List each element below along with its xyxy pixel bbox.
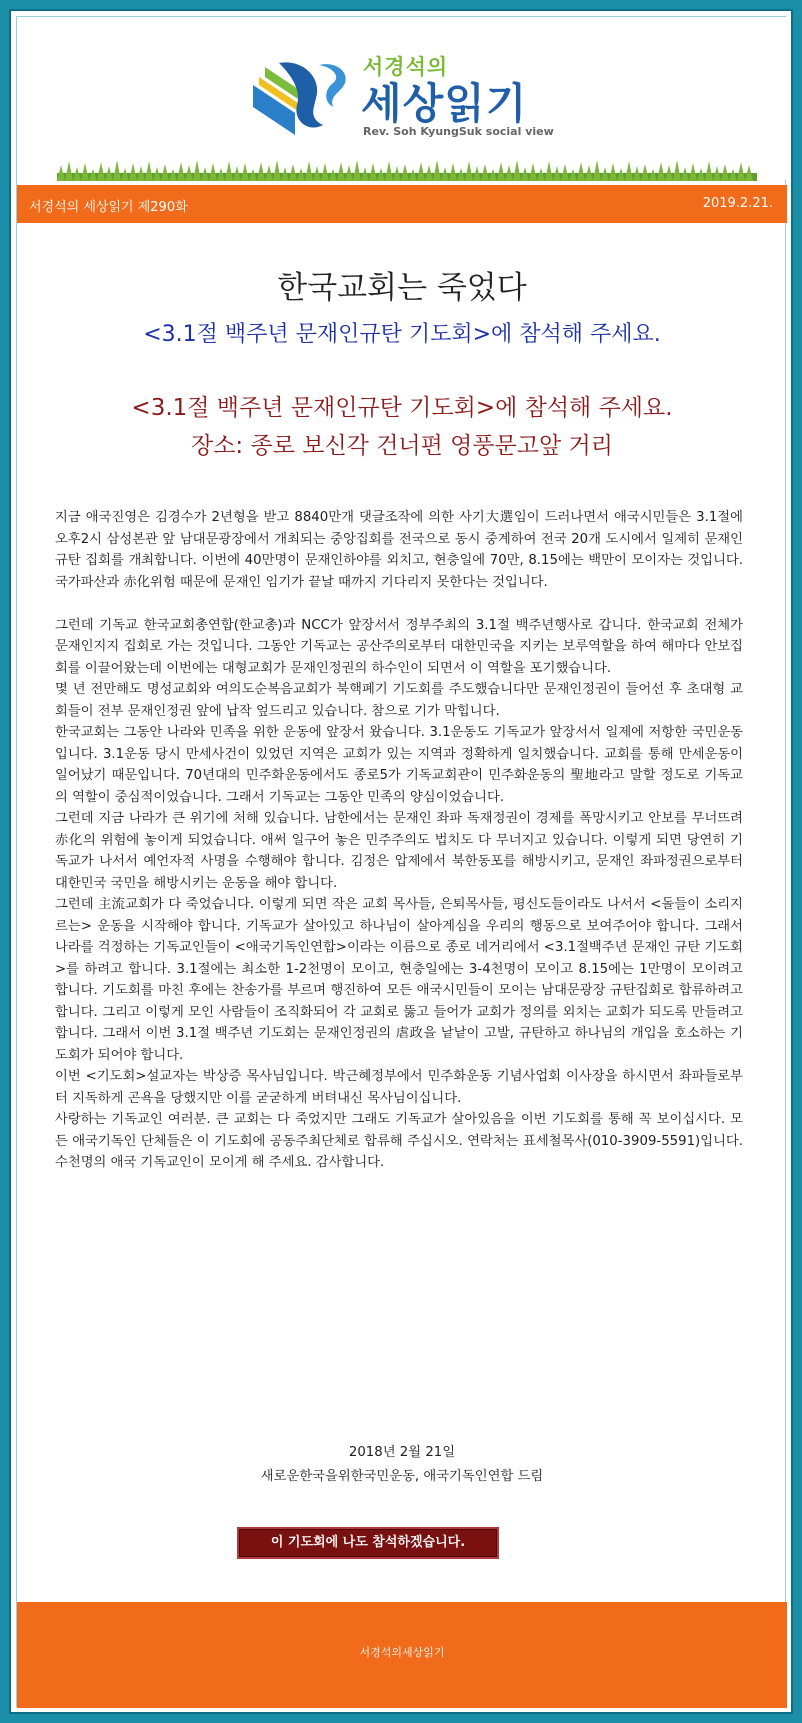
event-location: 장소: 종로 보신각 건너편 영풍문고앞 거리 <box>190 433 613 459</box>
logo-book-icon <box>249 55 367 141</box>
paragraph: 이번 <기도회>설교자는 박상증 목사님입니다. 박근혜정부에서 민주화운동 기념사업회 이사장을 하시면서 좌파들로부터 지독하게 곤욕을 당했지만 이를 굳굳하게 버텨내신 목사님이십니다. <box>55 1069 743 1106</box>
newsletter-sheet <box>16 16 786 1707</box>
logo-title: 세상읽기 <box>361 79 528 128</box>
paragraph: 한국교회는 그동안 나라와 민족을 위한 운동에 앞장서 왔습니다. 3.1운동도 기독교가 앞장서서 일제에 저항한 국민운동입니다. 3.1운동 당시 만세사건이 있었던 지역은 교회가 있는 지역과 정확하게 일치했습니다. 교회를 통해 만세운동이 일어났기 때문입니다. 70년대의 민주화운동에서도 종로5가 기독교회관이 민주화운동의 聖地라고 말할 정도로 기독교의 역할이 중심적이었습니다. 그래서 기독교는 그동안 민족의 양심이었습니다. <box>55 725 743 805</box>
issue-date: 2019.2.21. <box>702 196 773 211</box>
issue-bar <box>17 185 787 223</box>
attend-button[interactable]: 이 기도회에 나도 참석하겠습니다. <box>237 1527 499 1559</box>
footer <box>17 1602 787 1708</box>
inner-frame <box>9 9 793 1714</box>
issue-series: 서경석의 세상읽기 제290화 <box>29 200 188 215</box>
article-body <box>55 507 743 1174</box>
event-title: <3.1절 백주년 문재인규탄 기도회>에 참석해 주세요. <box>131 395 673 421</box>
paragraph: 사랑하는 기독교인 여러분. 큰 교회는 다 죽었지만 그래도 기독교가 살아있음을 이번 기도회를 통해 꼭 보이십시다. 모든 애국기독인 단체들은 이 기도회에 공동주최단체로 합류해 주십시오. 연락처는 표세철목사(010-3909-5591)입니다. 수천명의 애국 기독교인이 모이게 해 주세요. 감사합니다. <box>55 1112 743 1170</box>
paragraph: 그런데 主流교회가 다 죽었습니다. 이렇게 되면 작은 교회 목사들, 은퇴목사들, 평신도들이라도 나서서 <돌들이 소리지르는> 운동을 시작해야 합니다. 기독교가 살아있고 하나님이 살아계심을 우리의 행동으로 보여주어야 합니다. 그래서 나라를 걱정하는 기독교인들이 <애국기독인연합>이라는 이름으로 종로 네거리에서 <3.1절백주년 문재인 규탄 기도회>를 하려고 합니다. 3.1절에는 최소한 1-2천명이 모이고, 현충일에는 3-4천명이 모이고 8.15에는 1만명이 모이려고 합니다. 기도회를 마친 후에는 찬송가를 부르며 행진하여 모든 애국시민들이 모이는 남대문광장 규탄집회로 합류하려고 합니다. 그리고 이렇게 모인 사람들이 조직화되어 각 교회로 뚫고 들어가 교회가 정의를 외치는 교회가 되도록 만들려고 합니다. 그래서 이번 3.1절 백주년 기도회는 문재인정권의 虐政을 낱낱이 고발, 규탄하고 하나님의 개입을 호소하는 기도회가 되어야 합니다. <box>55 897 743 1063</box>
logo-subtitle: Rev. Soh KyungSuk social view <box>363 125 554 138</box>
header <box>17 17 787 179</box>
signature-organization: 새로운한국을위한국민운동, 애국기독인연합 드림 <box>260 1469 544 1484</box>
paragraph: 지금 애국진영은 김경수가 2년형을 받고 8840만개 댓글조작에 의한 사기大選임이 드러나면서 애국시민들은 3.1절에 오후2시 삼성본관 앞 남대문광장에서 개최되는 중앙집회를 전국으로 동시 중계하여 전국 20개 도시에서 일제히 문재인규탄 집회를 개최합니다. 이번에 40만명이 문재인하야를 외치고, 현충일에 70만, 8.15에는 백만이 모이자는 것입니다. 국가파산과 赤化위험 때문에 문재인 임기가 끝날 때까지 기다리지 못한다는 것입니다. <box>55 510 743 590</box>
footer-text: 서경석의세상읽기 <box>359 1646 445 1659</box>
article-title: 한국교회는 죽었다 <box>277 270 527 306</box>
logo-small-text: 서경석의 <box>363 55 449 79</box>
article-subtitle: <3.1절 백주년 문재인규탄 기도회>에 참석해 주세요. <box>143 322 661 347</box>
paragraph: 몇 년 전만해도 명성교회와 여의도순복음교회가 북핵폐기 기도회를 주도했습니다만 문재인정권이 들어선 후 초대형 교회들이 전부 문재인정권 앞에 납작 엎드리고 있습니다. 참으로 기가 막힙니다. <box>55 682 743 719</box>
grass-decoration <box>57 157 757 181</box>
paragraph: 그런데 기독교 한국교회총연합(한교총)과 NCC가 앞장서서 정부주최의 3.1절 백주년행사로 갑니다. 한국교회 전체가 문재인지지 집회로 가는 것입니다. 그동안 기독교는 공산주의로부터 대한민국을 지키는 보루역할을 하여 해마다 안보집회를 이끌어왔는데 이번에는 대형교회가 문재인정권의 하수인이 되면서 이 역할을 포기했습니다. <box>55 617 743 676</box>
paragraph: 그런데 지금 나라가 큰 위기에 처해 있습니다. 남한에서는 문재인 좌파 독재정권이 경제를 폭망시키고 안보를 무너뜨려 赤化의 위험에 놓이게 되었습니다. 애써 일구어 놓은 민주주의도 법치도 다 무너지고 있습니다. 이렇게 되면 당연히 기독교가 나서서 예언자적 사명을 수행해야 합니다. 김정은 압제에서 북한동포를 해방시키고, 문재인 좌파정권으로부터 대한민국 국민을 해방시키는 운동을 해야 합니다. <box>55 811 743 891</box>
signature-date: 2018년 2월 21일 <box>348 1445 456 1460</box>
